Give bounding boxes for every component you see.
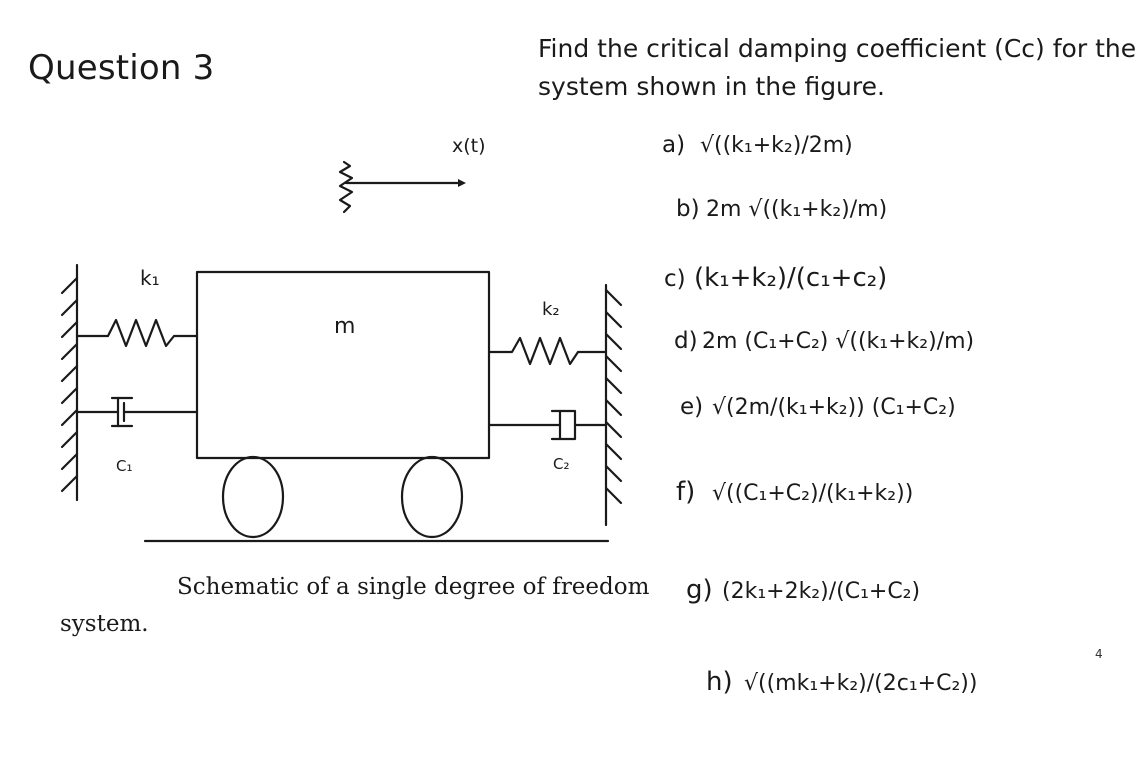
- left-wall: [62, 265, 77, 500]
- figure-caption: Schematic of a single degree of freedom: [177, 574, 650, 600]
- question-text: Find the critical damping coefficient (Cc) for the system shown in the figure.: [538, 34, 1137, 101]
- option-c-letter: c): [664, 266, 686, 292]
- answer-options: [662, 132, 977, 697]
- option-h-letter: h): [706, 667, 733, 697]
- option-a-expression: √((k₁+k₂)/2m): [700, 133, 853, 158]
- wheel-left: [223, 457, 283, 537]
- option-g-letter: g): [686, 575, 713, 605]
- label-k1: k₁: [140, 266, 160, 290]
- damper-c1: [77, 398, 197, 426]
- damper-c2: [489, 411, 606, 439]
- question-title: Question 3: [28, 48, 215, 88]
- option-f-letter: f): [676, 477, 696, 507]
- option-h-expression: √((mk₁+k₂)/(2c₁+C₂)): [744, 671, 978, 696]
- option-e-expression: √(2m/(k₁+k₂)) (C₁+C₂): [712, 395, 956, 420]
- option-c-expression: (k₁+k₂)/(c₁+c₂): [694, 263, 888, 293]
- label-c1: C₁: [116, 457, 133, 475]
- wheel-right: [402, 457, 462, 537]
- option-f-expression: √((C₁+C₂)/(k₁+k₂)): [712, 481, 914, 506]
- option-b-letter: b): [676, 196, 700, 222]
- option-a-letter: a): [662, 132, 686, 158]
- page-number: 4: [1095, 647, 1103, 661]
- label-k2: k₂: [542, 299, 560, 320]
- figure-caption-continued: system.: [60, 611, 149, 637]
- option-d-expression: 2m (C₁+C₂) √((k₁+k₂)/m): [702, 329, 975, 354]
- right-wall: [606, 285, 621, 525]
- label-mass: m: [334, 314, 356, 339]
- label-c2: C₂: [553, 455, 570, 473]
- option-b-expression: 2m √((k₁+k₂)/m): [706, 197, 888, 222]
- spring-k1: [77, 320, 197, 346]
- label-displacement: x(t): [452, 135, 486, 157]
- option-g-expression: (2k₁+2k₂)/(C₁+C₂): [722, 579, 921, 604]
- mass-block: [197, 272, 489, 458]
- displacement-arrow: [340, 162, 466, 212]
- spring-k2: [489, 338, 606, 364]
- option-d-letter: d): [674, 328, 698, 354]
- option-e-letter: e): [680, 394, 704, 420]
